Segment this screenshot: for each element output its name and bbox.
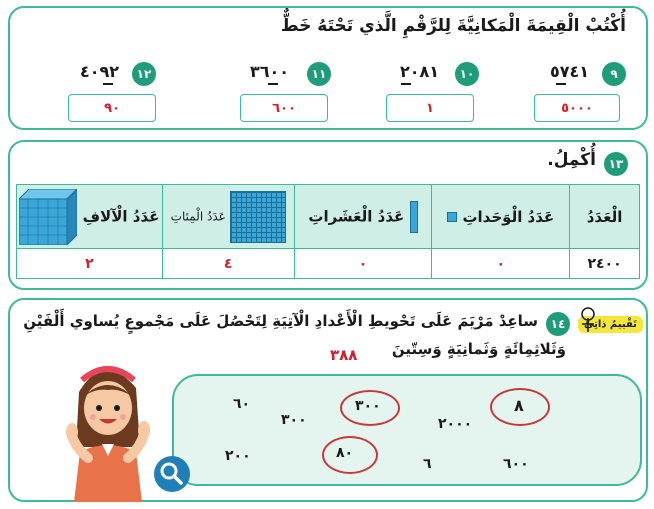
header-number: الْعَدَدُ bbox=[570, 185, 640, 249]
digit-underline bbox=[268, 83, 278, 85]
header-tens-label: عَدَدُ الْعَشَراتِ bbox=[308, 207, 405, 225]
complete-instruction: أُكْمِلُ. bbox=[547, 150, 596, 170]
number-10: ٢٠٨١ bbox=[400, 62, 440, 81]
header-tens bbox=[294, 185, 432, 249]
cell-number: ٢٤٠٠ bbox=[570, 249, 640, 279]
self-eval-badge: تَقْييمٌ ذاتِيٌّ bbox=[578, 316, 643, 333]
instruction-line-1: ساعِدْ مَرْيَمَ عَلَى تَحْويطِ الْأَعْدادِ الْآتِيَةِ لِتَحْصُلَ عَلَى مَجْموعٍ يُساوي أَلْفَيْنِ bbox=[23, 312, 538, 330]
question-badge-14: ١٤ bbox=[546, 312, 570, 336]
question-badge-9: ٩ bbox=[602, 62, 626, 86]
header-thousands-label: عَدَدُ الْآلافِ bbox=[82, 207, 160, 225]
number-12: ٤٠٩٢ bbox=[80, 62, 120, 81]
hundreds-flat-icon bbox=[230, 191, 286, 243]
header-hundreds-label: عَدَدُ الْمِئاتِ bbox=[170, 209, 226, 223]
magnifier-icon[interactable] bbox=[152, 454, 192, 494]
cell-tens[interactable]: ٠ bbox=[294, 249, 432, 279]
cloud-number[interactable]: ٢٠٠ bbox=[225, 448, 251, 464]
number-9: ٥٧٤١ bbox=[550, 62, 590, 81]
thousands-cube-icon bbox=[19, 189, 77, 245]
header-units-label: عَدَدُ الْوَحَداتِ bbox=[462, 207, 555, 226]
digit-underline bbox=[103, 83, 113, 85]
cloud-number[interactable]: ٢٠٠٠ bbox=[438, 416, 473, 432]
question-badge-13: ١٣ bbox=[604, 152, 628, 176]
answer-box-9[interactable]: ٥٠٠٠ bbox=[534, 94, 620, 122]
tens-rod-icon bbox=[410, 201, 418, 233]
header-units bbox=[432, 185, 570, 249]
thinking-figure-icon bbox=[576, 306, 600, 336]
answer-box-10[interactable]: ١ bbox=[386, 94, 474, 122]
cloud-number[interactable]: ٦ bbox=[423, 456, 432, 472]
header-hundreds bbox=[162, 185, 294, 249]
cloud-number-circled[interactable]: ٨٠ bbox=[336, 445, 354, 461]
cloud-number[interactable]: ٣٠٠ bbox=[281, 412, 307, 428]
unit-cube-icon bbox=[447, 212, 457, 222]
cloud-number-circled[interactable]: ٨ bbox=[514, 396, 524, 415]
instruction-line-2: وَثَلاثِمِائَةٍ وَثَمانِيَةٍ وَسِتّينَ bbox=[391, 340, 566, 358]
numbers-cloud bbox=[172, 374, 642, 486]
question-badge-12: ١٢ bbox=[132, 62, 156, 86]
target-answer: ٣٨٨ bbox=[330, 346, 358, 364]
header-thousands bbox=[17, 185, 163, 249]
cell-units[interactable]: ٠ bbox=[432, 249, 570, 279]
answer-box-11[interactable]: ٦٠٠ bbox=[240, 94, 328, 122]
number-11: ٣٦٠٠ bbox=[250, 62, 290, 81]
cloud-number[interactable]: ٦٠٠ bbox=[503, 456, 529, 472]
digit-underline bbox=[401, 83, 411, 85]
digit-underline bbox=[556, 83, 566, 85]
cloud-number[interactable]: ٦٠ bbox=[233, 396, 251, 412]
instruction-text: أُكْتُبْ الْقِيمَةَ الْمَكانِيَّةَ لِلرَّقْمِ الَّذي تَحْتَهُ خَطٌّ bbox=[280, 16, 626, 36]
cell-hundreds[interactable]: ٤ bbox=[162, 249, 294, 279]
answer-box-12[interactable]: ٩٠ bbox=[68, 94, 156, 122]
cloud-number-circled[interactable]: ٣٠٠ bbox=[355, 398, 381, 414]
cell-thousands[interactable]: ٢ bbox=[17, 249, 163, 279]
question-badge-10: ١٠ bbox=[455, 62, 479, 86]
place-value-table bbox=[16, 184, 640, 279]
question-badge-11: ١١ bbox=[307, 62, 331, 86]
